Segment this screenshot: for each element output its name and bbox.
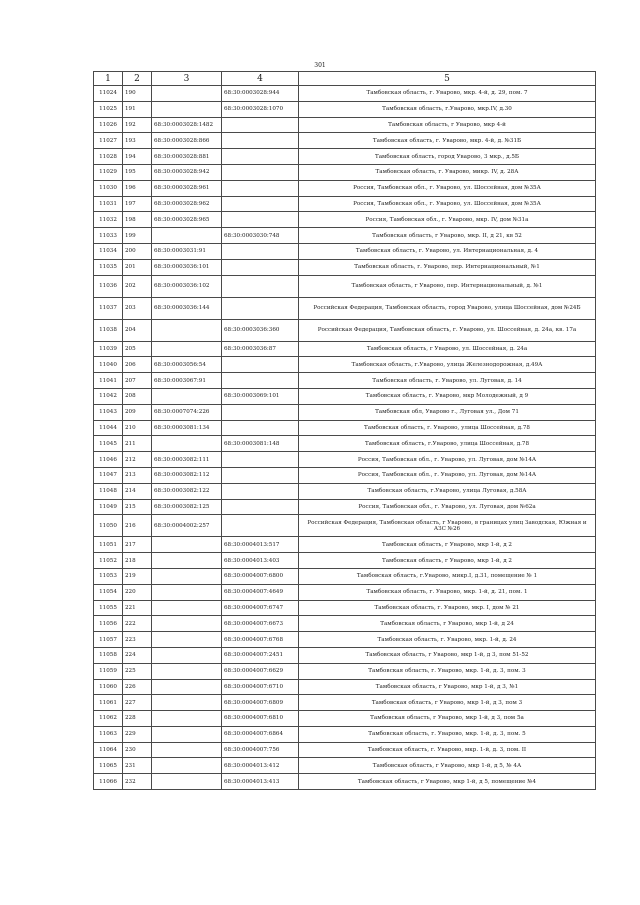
item-number-cell: 230 bbox=[123, 742, 152, 758]
address-cell: Россия, Тамбовская обл., г. Уварово, ул. Луговая, дом №62а bbox=[299, 499, 596, 515]
premises-cadastral-number-cell bbox=[222, 483, 299, 499]
item-number-cell: 207 bbox=[123, 373, 152, 389]
row-number-cell: 11040 bbox=[94, 357, 123, 373]
row-number-cell: 11044 bbox=[94, 420, 123, 436]
row-number-cell: 11054 bbox=[94, 584, 123, 600]
address-cell: Россия, Тамбовская обл., г. Уварово, ул. Луговая, дом №14А bbox=[299, 467, 596, 483]
cadastral-number-cell bbox=[152, 600, 222, 616]
row-number-cell: 11061 bbox=[94, 695, 123, 711]
table-row bbox=[94, 164, 596, 180]
cadastral-number-cell bbox=[152, 568, 222, 584]
table-row bbox=[94, 212, 596, 228]
address-cell: Российская Федерация, Тамбовская область, город Уварово, улица Шоссейная, дом №24Б bbox=[299, 297, 596, 319]
item-number-cell: 210 bbox=[123, 420, 152, 436]
cadastral-number-cell bbox=[152, 758, 222, 774]
table-row bbox=[94, 388, 596, 404]
row-number-cell: 11066 bbox=[94, 774, 123, 790]
row-number-cell: 11041 bbox=[94, 373, 123, 389]
row-number-cell: 11042 bbox=[94, 388, 123, 404]
cadastral-number-cell: 68:30:0003067:91 bbox=[152, 373, 222, 389]
address-cell: Тамбовская область, г Уварово, пер. Интернациональный, д. №1 bbox=[299, 275, 596, 297]
item-number-cell: 229 bbox=[123, 726, 152, 742]
address-cell: Тамбовская область, г. Уварово, улица Шоссейная, д.78 bbox=[299, 420, 596, 436]
row-number-cell: 11052 bbox=[94, 553, 123, 569]
address-cell: Россия, Тамбовская обл., г. Уварово, ул. Шоссейная, дом №35А bbox=[299, 196, 596, 212]
row-number-cell: 11028 bbox=[94, 149, 123, 165]
item-number-cell: 213 bbox=[123, 467, 152, 483]
cadastral-number-cell bbox=[152, 101, 222, 117]
cadastral-number-cell: 68:30:0003031:91 bbox=[152, 243, 222, 259]
table-row bbox=[94, 297, 596, 319]
address-cell: Тамбовская область, г Уварово, мкр 1-й, д 3, пом 51-52 bbox=[299, 647, 596, 663]
row-number-cell: 11046 bbox=[94, 452, 123, 468]
table-row bbox=[94, 758, 596, 774]
table-row bbox=[94, 243, 596, 259]
table-row bbox=[94, 663, 596, 679]
premises-cadastral-number-cell: 68:30:0004007:6710 bbox=[222, 679, 299, 695]
address-cell: Тамбовская область, г.Уварово, улица Шоссейная, д.78 bbox=[299, 436, 596, 452]
address-cell: Россия, Тамбовская обл., г. Уварово, мкр. IV, дом №31а bbox=[299, 212, 596, 228]
cadastral-number-cell bbox=[152, 742, 222, 758]
address-cell: Тамбовская область, г.Уварово, мкр.IV, д.30 bbox=[299, 101, 596, 117]
table-row bbox=[94, 404, 596, 420]
premises-cadastral-number-cell: 68:30:0004013:517 bbox=[222, 537, 299, 553]
row-number-cell: 11026 bbox=[94, 117, 123, 133]
cadastral-number-cell bbox=[152, 553, 222, 569]
item-number-cell: 226 bbox=[123, 679, 152, 695]
cadastral-number-cell: 68:30:0003082:112 bbox=[152, 467, 222, 483]
cadastral-number-cell: 68:30:0007074:226 bbox=[152, 404, 222, 420]
item-number-cell: 195 bbox=[123, 164, 152, 180]
cadastral-number-cell: 68:30:0003082:122 bbox=[152, 483, 222, 499]
cadastral-number-cell: 68:30:0003028:965 bbox=[152, 212, 222, 228]
address-cell: Тамбовская область, г Уварово, мкр 4-й bbox=[299, 117, 596, 133]
table-row bbox=[94, 553, 596, 569]
table-row bbox=[94, 774, 596, 790]
premises-cadastral-number-cell bbox=[222, 297, 299, 319]
item-number-cell: 225 bbox=[123, 663, 152, 679]
premises-cadastral-number-cell: 68:30:0003069:101 bbox=[222, 388, 299, 404]
table-row bbox=[94, 632, 596, 648]
premises-cadastral-number-cell bbox=[222, 373, 299, 389]
table-row bbox=[94, 436, 596, 452]
address-cell: Тамбовская область, г. Уварово, мкр. I, дом № 21 bbox=[299, 600, 596, 616]
cadastral-number-cell bbox=[152, 436, 222, 452]
row-number-cell: 11025 bbox=[94, 101, 123, 117]
cadastral-number-cell: 68:30:0003036:101 bbox=[152, 259, 222, 275]
premises-cadastral-number-cell bbox=[222, 259, 299, 275]
premises-cadastral-number-cell: 68:30:0004007:6809 bbox=[222, 695, 299, 711]
address-cell: Тамбовская область, город Уварово, 3 мкр., д.5Б bbox=[299, 149, 596, 165]
column-header-2: 2 bbox=[123, 72, 152, 86]
address-cell: Тамбовская область, г Уварово, мкр 1-й, д 2 bbox=[299, 553, 596, 569]
item-number-cell: 196 bbox=[123, 180, 152, 196]
premises-cadastral-number-cell bbox=[222, 196, 299, 212]
table-row bbox=[94, 149, 596, 165]
column-header-4: 4 bbox=[222, 72, 299, 86]
table-row bbox=[94, 373, 596, 389]
address-cell: Тамбовская область, г.Уварово, улица Луговая, д.58А bbox=[299, 483, 596, 499]
table-row bbox=[94, 452, 596, 468]
premises-cadastral-number-cell bbox=[222, 133, 299, 149]
table-row bbox=[94, 515, 596, 537]
address-cell: Тамбовская область, г Уварово, мкр 1-й, д 3, №1 bbox=[299, 679, 596, 695]
item-number-cell: 200 bbox=[123, 243, 152, 259]
premises-cadastral-number-cell bbox=[222, 420, 299, 436]
cadastral-number-cell: 68:30:0003082:111 bbox=[152, 452, 222, 468]
address-cell: Тамбовская область, г. Уварово, мкр. 4-й, д. №31Б bbox=[299, 133, 596, 149]
address-cell: Тамбовская область, г. Уварово, мкр Молодежный, д 9 bbox=[299, 388, 596, 404]
row-number-cell: 11053 bbox=[94, 568, 123, 584]
row-number-cell: 11062 bbox=[94, 711, 123, 727]
row-number-cell: 11024 bbox=[94, 86, 123, 102]
premises-cadastral-number-cell bbox=[222, 499, 299, 515]
address-cell: Тамбовская область, г Уварово, ул. Шоссейная, д. 24а bbox=[299, 341, 596, 357]
row-number-cell: 11035 bbox=[94, 259, 123, 275]
item-number-cell: 206 bbox=[123, 357, 152, 373]
premises-cadastral-number-cell: 68:30:0004007:6810 bbox=[222, 711, 299, 727]
item-number-cell: 201 bbox=[123, 259, 152, 275]
address-cell: Тамбовская обл, Уварово г., Луговая ул., Дом 71 bbox=[299, 404, 596, 420]
premises-cadastral-number-cell: 68:30:0003028:944 bbox=[222, 86, 299, 102]
premises-cadastral-number-cell: 68:30:0003036:87 bbox=[222, 341, 299, 357]
row-number-cell: 11031 bbox=[94, 196, 123, 212]
cadastral-number-cell bbox=[152, 647, 222, 663]
cadastral-number-cell bbox=[152, 774, 222, 790]
item-number-cell: 228 bbox=[123, 711, 152, 727]
table-row bbox=[94, 616, 596, 632]
premises-cadastral-number-cell bbox=[222, 357, 299, 373]
item-number-cell: 215 bbox=[123, 499, 152, 515]
premises-cadastral-number-cell: 68:30:0004007:6629 bbox=[222, 663, 299, 679]
cadastral-number-cell bbox=[152, 341, 222, 357]
column-header-5: 5 bbox=[299, 72, 596, 86]
row-number-cell: 11034 bbox=[94, 243, 123, 259]
column-header-3: 3 bbox=[152, 72, 222, 86]
cadastral-number-cell: 68:30:0003028:1482 bbox=[152, 117, 222, 133]
cadastral-number-cell bbox=[152, 86, 222, 102]
cadastral-number-cell: 68:30:0003036:102 bbox=[152, 275, 222, 297]
table-row bbox=[94, 695, 596, 711]
item-number-cell: 221 bbox=[123, 600, 152, 616]
page-number: 301 bbox=[314, 62, 326, 69]
cadastral-number-cell: 68:30:0003028:961 bbox=[152, 180, 222, 196]
cadastral-number-cell bbox=[152, 584, 222, 600]
table-row bbox=[94, 180, 596, 196]
address-cell: Тамбовская область, г Уварово, мкр. II, д 21, кв 52 bbox=[299, 228, 596, 244]
cadastral-number-cell bbox=[152, 616, 222, 632]
row-number-cell: 11049 bbox=[94, 499, 123, 515]
row-number-cell: 11059 bbox=[94, 663, 123, 679]
premises-cadastral-number-cell: 68:30:0004007:6864 bbox=[222, 726, 299, 742]
row-number-cell: 11029 bbox=[94, 164, 123, 180]
row-number-cell: 11043 bbox=[94, 404, 123, 420]
table-row bbox=[94, 711, 596, 727]
cadastral-number-cell bbox=[152, 726, 222, 742]
row-number-cell: 11039 bbox=[94, 341, 123, 357]
item-number-cell: 231 bbox=[123, 758, 152, 774]
table-row bbox=[94, 259, 596, 275]
address-cell: Тамбовская область, г. Уварово, ул. Луговая, д. 14 bbox=[299, 373, 596, 389]
cadastral-number-cell: 68:30:0003028:962 bbox=[152, 196, 222, 212]
row-number-cell: 11057 bbox=[94, 632, 123, 648]
row-number-cell: 11050 bbox=[94, 515, 123, 537]
cadastral-number-cell bbox=[152, 632, 222, 648]
item-number-cell: 192 bbox=[123, 117, 152, 133]
cadastral-number-cell bbox=[152, 388, 222, 404]
item-number-cell: 191 bbox=[123, 101, 152, 117]
table-row bbox=[94, 86, 596, 102]
item-number-cell: 190 bbox=[123, 86, 152, 102]
address-cell: Тамбовская область, г. Уварово, пер. Интернациональный, №1 bbox=[299, 259, 596, 275]
table-body bbox=[94, 86, 596, 790]
cadastral-number-cell: 68:30:0003028:881 bbox=[152, 149, 222, 165]
address-cell: Тамбовская область, г Уварово, мкр 1-й, д 5, помещение №4 bbox=[299, 774, 596, 790]
address-cell: Тамбовская область, г. Уварово, мкр. 1-й, д. 3, пом. 5 bbox=[299, 726, 596, 742]
premises-cadastral-number-cell: 68:30:0004007:6673 bbox=[222, 616, 299, 632]
premises-cadastral-number-cell: 68:30:0004007:6747 bbox=[222, 600, 299, 616]
premises-cadastral-number-cell bbox=[222, 117, 299, 133]
premises-cadastral-number-cell: 68:30:0004007:756 bbox=[222, 742, 299, 758]
premises-cadastral-number-cell: 68:30:0004013:413 bbox=[222, 774, 299, 790]
row-number-cell: 11060 bbox=[94, 679, 123, 695]
cadastral-number-cell bbox=[152, 537, 222, 553]
premises-cadastral-number-cell bbox=[222, 180, 299, 196]
cadastral-number-cell: 68:30:0004002:257 bbox=[152, 515, 222, 537]
address-cell: Тамбовская область, г Уварово, мкр 1-й, д 3, пом 5а bbox=[299, 711, 596, 727]
row-number-cell: 11058 bbox=[94, 647, 123, 663]
premises-cadastral-number-cell: 68:30:0003081:148 bbox=[222, 436, 299, 452]
address-cell: Тамбовская область, г Уварово, мкр 1-й, д 24 bbox=[299, 616, 596, 632]
table-row bbox=[94, 647, 596, 663]
premises-cadastral-number-cell bbox=[222, 515, 299, 537]
column-header-1: 1 bbox=[94, 72, 123, 86]
row-number-cell: 11027 bbox=[94, 133, 123, 149]
item-number-cell: 222 bbox=[123, 616, 152, 632]
premises-cadastral-number-cell: 68:30:0004007:6768 bbox=[222, 632, 299, 648]
row-number-cell: 11047 bbox=[94, 467, 123, 483]
table-row bbox=[94, 726, 596, 742]
address-cell: Тамбовская область, г. Уварово, мкр. 4-й, д. 29, пом. 7 bbox=[299, 86, 596, 102]
table-row bbox=[94, 467, 596, 483]
premises-cadastral-number-cell: 68:30:0004013:412 bbox=[222, 758, 299, 774]
table-row bbox=[94, 117, 596, 133]
address-cell: Россия, Тамбовская обл., г. Уварово, ул. Шоссейная, дом №35А bbox=[299, 180, 596, 196]
table-row bbox=[94, 133, 596, 149]
address-cell: Тамбовская область, г.Уварово, микр.I, д.31, помещение № 1 bbox=[299, 568, 596, 584]
address-cell: Тамбовская область, г. Уварово, мкр. 1-й, д. 3, пом. 3 bbox=[299, 663, 596, 679]
table-row bbox=[94, 101, 596, 117]
cadastral-number-cell bbox=[152, 711, 222, 727]
item-number-cell: 217 bbox=[123, 537, 152, 553]
cadastral-number-cell: 68:30:0003081:134 bbox=[152, 420, 222, 436]
premises-cadastral-number-cell bbox=[222, 164, 299, 180]
item-number-cell: 224 bbox=[123, 647, 152, 663]
item-number-cell: 220 bbox=[123, 584, 152, 600]
row-number-cell: 11037 bbox=[94, 297, 123, 319]
item-number-cell: 212 bbox=[123, 452, 152, 468]
row-number-cell: 11064 bbox=[94, 742, 123, 758]
premises-cadastral-number-cell bbox=[222, 467, 299, 483]
cadastral-number-cell: 68:30:0003036:144 bbox=[152, 297, 222, 319]
address-cell: Тамбовская область, г. Уварово, мкр. 1-й, д. 21, пом. 1 bbox=[299, 584, 596, 600]
address-cell: Тамбовская область, г. Уварово, микр. IV, д. 28А bbox=[299, 164, 596, 180]
table-row bbox=[94, 537, 596, 553]
row-number-cell: 11065 bbox=[94, 758, 123, 774]
cadastral-number-cell bbox=[152, 663, 222, 679]
address-cell: Россия, Тамбовская обл., г. Уварово, ул. Луговая, дом №14А bbox=[299, 452, 596, 468]
table-row bbox=[94, 319, 596, 341]
address-cell: Тамбовская область, г Уварово, мкр 1-й, д 5, № 4А bbox=[299, 758, 596, 774]
item-number-cell: 194 bbox=[123, 149, 152, 165]
cadastral-number-cell bbox=[152, 319, 222, 341]
item-number-cell: 211 bbox=[123, 436, 152, 452]
item-number-cell: 199 bbox=[123, 228, 152, 244]
address-cell: Тамбовская область, г. Уварово, ул. Интернациональная, д. 4 bbox=[299, 243, 596, 259]
cadastral-number-cell bbox=[152, 695, 222, 711]
premises-cadastral-number-cell: 68:30:0003028:1070 bbox=[222, 101, 299, 117]
item-number-cell: 198 bbox=[123, 212, 152, 228]
address-cell: Тамбовская область, г. Уварово, мкр. 1-й, д. 24 bbox=[299, 632, 596, 648]
address-cell: Российская Федерация, Тамбовская область, г Уварово, в границах улиц Заводская, Южная и АЗС №26 bbox=[299, 515, 596, 537]
premises-cadastral-number-cell: 68:30:0004007:2451 bbox=[222, 647, 299, 663]
premises-cadastral-number-cell: 68:30:0003030:748 bbox=[222, 228, 299, 244]
cadastral-number-cell bbox=[152, 679, 222, 695]
premises-cadastral-number-cell: 68:30:0004013:403 bbox=[222, 553, 299, 569]
row-number-cell: 11063 bbox=[94, 726, 123, 742]
table-row bbox=[94, 357, 596, 373]
table-row bbox=[94, 420, 596, 436]
cadastral-number-cell: 68:30:0003028:942 bbox=[152, 164, 222, 180]
premises-cadastral-number-cell bbox=[222, 212, 299, 228]
premises-cadastral-number-cell bbox=[222, 452, 299, 468]
row-number-cell: 11045 bbox=[94, 436, 123, 452]
table-row bbox=[94, 483, 596, 499]
row-number-cell: 11055 bbox=[94, 600, 123, 616]
row-number-cell: 11051 bbox=[94, 537, 123, 553]
item-number-cell: 223 bbox=[123, 632, 152, 648]
item-number-cell: 193 bbox=[123, 133, 152, 149]
premises-cadastral-number-cell: 68:30:0004007:4649 bbox=[222, 584, 299, 600]
table-row bbox=[94, 228, 596, 244]
table-row bbox=[94, 341, 596, 357]
table-row bbox=[94, 568, 596, 584]
table-row bbox=[94, 196, 596, 212]
address-cell: Тамбовская область, г.Уварово, улица Железнодорожная, д.49А bbox=[299, 357, 596, 373]
item-number-cell: 202 bbox=[123, 275, 152, 297]
cadastral-number-cell: 68:30:0003028:866 bbox=[152, 133, 222, 149]
row-number-cell: 11030 bbox=[94, 180, 123, 196]
item-number-cell: 205 bbox=[123, 341, 152, 357]
row-number-cell: 11048 bbox=[94, 483, 123, 499]
table-row bbox=[94, 499, 596, 515]
table-row bbox=[94, 275, 596, 297]
item-number-cell: 214 bbox=[123, 483, 152, 499]
item-number-cell: 209 bbox=[123, 404, 152, 420]
address-cell: Тамбовская область, г. Уварово, мкр. 1-й, д. 3, пом. II bbox=[299, 742, 596, 758]
records-table bbox=[93, 71, 596, 790]
item-number-cell: 218 bbox=[123, 553, 152, 569]
cadastral-number-cell: 68:30:0003056:54 bbox=[152, 357, 222, 373]
item-number-cell: 227 bbox=[123, 695, 152, 711]
row-number-cell: 11056 bbox=[94, 616, 123, 632]
table-row bbox=[94, 679, 596, 695]
premises-cadastral-number-cell bbox=[222, 404, 299, 420]
premises-cadastral-number-cell bbox=[222, 275, 299, 297]
item-number-cell: 216 bbox=[123, 515, 152, 537]
item-number-cell: 208 bbox=[123, 388, 152, 404]
item-number-cell: 197 bbox=[123, 196, 152, 212]
table-row bbox=[94, 600, 596, 616]
row-number-cell: 11038 bbox=[94, 319, 123, 341]
row-number-cell: 11033 bbox=[94, 228, 123, 244]
item-number-cell: 204 bbox=[123, 319, 152, 341]
row-number-cell: 11036 bbox=[94, 275, 123, 297]
address-cell: Тамбовская область, г Уварово, мкр 1-й, д 3, пом 3 bbox=[299, 695, 596, 711]
address-cell: Тамбовская область, г Уварово, мкр 1-й, д 2 bbox=[299, 537, 596, 553]
premises-cadastral-number-cell: 68:30:0003036:360 bbox=[222, 319, 299, 341]
cadastral-number-cell: 68:30:0003082:125 bbox=[152, 499, 222, 515]
table-row bbox=[94, 742, 596, 758]
premises-cadastral-number-cell: 68:30:0004007:6800 bbox=[222, 568, 299, 584]
item-number-cell: 219 bbox=[123, 568, 152, 584]
premises-cadastral-number-cell bbox=[222, 243, 299, 259]
premises-cadastral-number-cell bbox=[222, 149, 299, 165]
item-number-cell: 232 bbox=[123, 774, 152, 790]
table-row bbox=[94, 584, 596, 600]
cadastral-number-cell bbox=[152, 228, 222, 244]
item-number-cell: 203 bbox=[123, 297, 152, 319]
address-cell: Российская Федерация, Тамбовская область, г. Уварово, ул. Шоссейная, д. 24а, кв. 17а bbox=[299, 319, 596, 341]
row-number-cell: 11032 bbox=[94, 212, 123, 228]
header-row bbox=[94, 72, 596, 86]
